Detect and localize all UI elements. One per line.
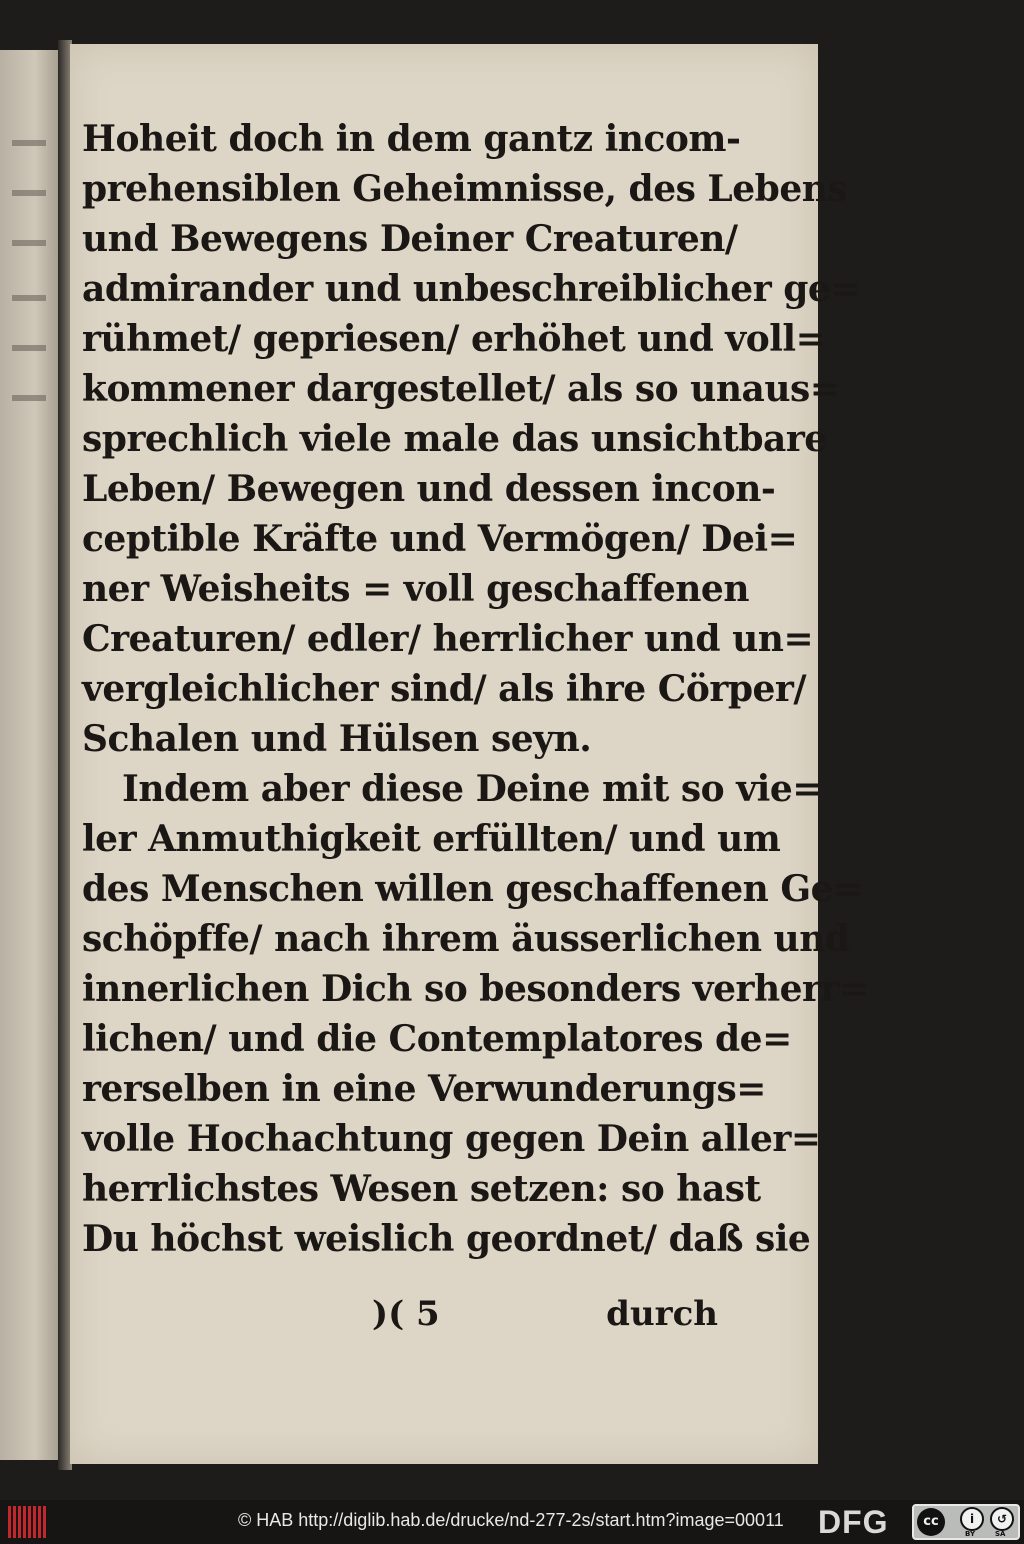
facing-page-text-trace [12,140,46,146]
text-line: Leben/ Bewegen und dessen incon- [82,468,776,510]
catchword: durch [606,1294,718,1334]
text-line: sprechlich viele male das unsichtbare [82,418,827,460]
text-line: rühmet/ gepriesen/ erhöhet und voll= [82,318,826,360]
text-line: schöpffe/ nach ihrem äusserlichen und [82,918,850,960]
text-line: herrlichstes Wesen setzen: so hast [82,1168,761,1210]
facing-page-text-trace [12,395,46,401]
sa-label: SA [995,1530,1006,1538]
signature-mark: )( 5 [372,1294,440,1334]
facing-page-text-trace [12,190,46,196]
facing-page-text-trace [12,240,46,246]
facing-page-text-trace [12,345,46,351]
cc-license-badge[interactable] [912,1504,1020,1540]
text-line: des Menschen willen geschaffenen Ge= [82,868,863,910]
text-line: Hoheit doch in dem gantz incom- [82,118,741,160]
dfg-logo: DFG [818,1504,889,1540]
text-line: Du höchst weislich geordnet/ daß sie [82,1218,811,1260]
text-line: ceptible Kräfte und Vermögen/ Dei= [82,518,798,560]
text-line: ler Anmuthigkeit erfüllten/ und um [82,818,781,860]
text-line: rerselben in eine Verwunderungs= [82,1068,766,1110]
text-line: ner Weisheits = voll geschaffenen [82,568,750,610]
text-line: volle Hochachtung gegen Dein aller= [82,1118,821,1160]
page-text-block [82,114,869,1264]
page-footer-line [82,1294,718,1344]
copyright-link[interactable]: © HAB http://diglib.hab.de/drucke/nd-277-2s/start.htm?image=00011 [238,1510,784,1530]
by-attribution-icon: i [960,1507,984,1531]
text-line: innerlichen Dich so besonders verherr= [82,968,869,1010]
cc-icon: cc [917,1508,945,1536]
hab-barcode-logo-icon [8,1506,48,1538]
text-line: und Bewegens Deiner Creaturen/ [82,218,738,260]
text-line: lichen/ und die Contemplatores de= [82,1018,792,1060]
text-line: Indem aber diese Deine mit so vie= [122,768,822,810]
text-line: vergleichlicher sind/ als ihre Cörper/ [82,668,807,710]
book-page [70,44,869,1464]
share-alike-icon: ↺ [990,1507,1014,1531]
text-line: admirander und unbeschreiblicher ge= [82,268,860,310]
text-line: kommener dargestellet/ als so unaus= [82,368,840,410]
facing-page-edge [0,50,58,1460]
facing-page-text-trace [12,295,46,301]
text-line: Schalen und Hülsen seyn. [82,718,592,760]
text-line: Creaturen/ edler/ herrlicher und un= [82,618,814,660]
by-label: BY [965,1530,976,1538]
attribution-bar [0,1500,1024,1544]
text-line: prehensiblen Geheimnisse, des Lebens [82,168,848,210]
